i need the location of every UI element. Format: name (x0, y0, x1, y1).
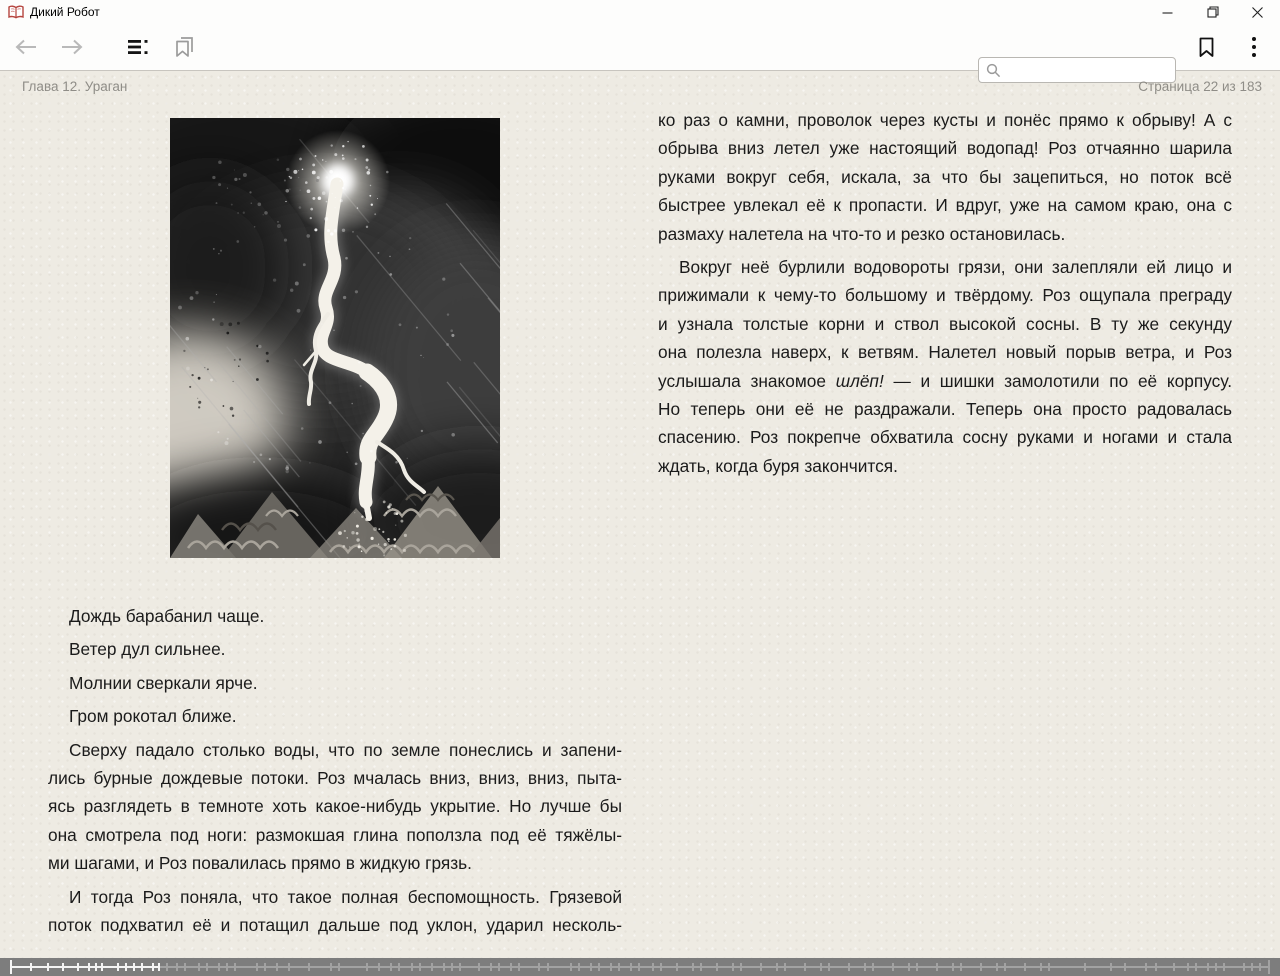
progress-tick (776, 963, 778, 971)
progress-tick (459, 963, 461, 971)
toolbar (0, 24, 1280, 70)
progress-tick (578, 963, 580, 971)
progress-tick (936, 963, 938, 971)
progress-tick (784, 963, 786, 971)
text-line: лись бурные дождевые потоки. Роз мчалась вниз, вниз, вниз, пыта- (48, 768, 622, 789)
text-line: спасению. Роз покрепче обхватила сосну руками и ногами и стала (658, 427, 1232, 448)
progress-tick (1024, 963, 1026, 971)
reading-header (0, 79, 1280, 97)
progress-tick (1251, 963, 1253, 971)
progress-tick (1195, 963, 1197, 971)
text-line: Но теперь они её не раздражали. Теперь она просто радовалась (658, 399, 1232, 420)
restore-button[interactable] (1190, 0, 1235, 24)
progress-tick (872, 963, 874, 971)
overflow-menu-button[interactable] (1240, 24, 1268, 70)
progress-tick (652, 963, 654, 971)
text-line: ко раз о камни, проволок через кусты и понёс прямо к обрыву! А с (658, 110, 1232, 130)
progress-tick (692, 963, 694, 971)
progress-tick (1268, 960, 1270, 974)
close-icon (1252, 7, 1263, 18)
text-line: Гром рокотал ближе. (69, 706, 237, 727)
progress-tick (1124, 963, 1126, 971)
progress-tick (547, 963, 549, 971)
text-line: Сверху падало столько воды, что по земле понеслись и запени- (69, 739, 622, 760)
progress-tick (478, 963, 480, 971)
progress-tick (184, 963, 186, 971)
back-arrow-icon (14, 38, 38, 56)
progress-tick (166, 963, 168, 971)
text-line: поток подхватил её и потащил дальше под уклон, ударил несколь- (48, 915, 622, 936)
progress-tick (330, 963, 332, 971)
progress-tick (660, 963, 662, 971)
progress-tick (1259, 963, 1261, 971)
progress-tick (10, 960, 12, 974)
progress-tick (378, 963, 380, 971)
progress-tick (804, 963, 806, 971)
table-of-contents-icon (128, 39, 149, 55)
progress-tick (431, 963, 433, 971)
window-title: Дикий Робот (30, 5, 100, 19)
progress-tick (226, 963, 228, 971)
progress-tick (908, 963, 910, 971)
progress-tick (77, 963, 79, 971)
progress-tick (1243, 963, 1245, 971)
text-line: Вокруг неё бурлили водовороты грязи, они залепляли ей лицо и (679, 257, 1232, 278)
progress-tick (125, 963, 127, 971)
text-line: и узнала толстые корни и ствол высокой сосны. В ту же секунду (658, 313, 1232, 334)
progress-tick (256, 963, 258, 971)
progress-tick (618, 963, 620, 971)
progress-tick (398, 963, 400, 971)
paragraph (658, 106, 1232, 248)
left-column (48, 602, 622, 944)
progress-tick (716, 963, 718, 971)
progress-tick (176, 963, 178, 971)
paragraph (48, 702, 622, 730)
progress-tick (308, 963, 310, 971)
text-line: Молнии сверкали ярче. (69, 672, 258, 693)
progress-tick (732, 963, 734, 971)
progress-tick (419, 963, 421, 971)
progress-tick (1048, 963, 1050, 971)
progress-tick (1207, 963, 1209, 971)
progress-tick (117, 963, 119, 971)
progress-tick (610, 963, 612, 971)
minimize-button[interactable] (1145, 0, 1190, 24)
progress-tick (538, 963, 540, 971)
progress-tick (30, 963, 32, 971)
titlebar[interactable] (0, 0, 1280, 24)
text-line: Ветер дул сильнее. (69, 639, 226, 660)
progress-tick (1110, 963, 1112, 971)
text-line: И тогда Роз поняла, что такое полная беспомощность. Грязевой (69, 886, 622, 907)
progress-tick (1040, 963, 1042, 971)
progress-tick (892, 963, 894, 971)
progress-tick (820, 963, 822, 971)
progress-tick (848, 963, 850, 971)
progress-tick (47, 963, 49, 971)
progress-tick (864, 963, 866, 971)
progress-tick (1187, 963, 1189, 971)
back-button[interactable] (10, 24, 42, 70)
paragraph (48, 669, 622, 697)
paragraph (48, 635, 622, 663)
progress-tick (411, 963, 413, 971)
progress-tick (152, 963, 154, 971)
paragraph (48, 883, 622, 940)
text-line: услышала знакомое шлёп! — и шишки замолотили по её корпусу. (658, 370, 1233, 391)
right-column (658, 106, 1232, 485)
progress-tick (740, 963, 742, 971)
bookmarks-list-button[interactable] (170, 24, 198, 70)
progress-tick (206, 963, 208, 971)
progress-tick (264, 963, 266, 971)
progress-tick (570, 963, 572, 971)
progress-tick (1173, 963, 1175, 971)
progress-tick (996, 963, 998, 971)
bookmarks-list-icon (174, 36, 195, 58)
progress-tick (676, 963, 678, 971)
progress-tick (916, 963, 918, 971)
progress-tick (498, 963, 500, 971)
window-chrome (0, 0, 1280, 71)
progress-tick (366, 963, 368, 971)
progress-tick (630, 963, 632, 971)
add-bookmark-button[interactable] (1192, 24, 1220, 70)
progress-tick (1215, 963, 1217, 971)
text-line: она полезла наверх, к ветвям. Налетел новый порыв ветра, и Роз (658, 342, 1232, 363)
progress-tick (518, 963, 520, 971)
progress-tick (638, 963, 640, 971)
text-line: Дождь барабанил чаще. (69, 606, 265, 626)
page-indicator: Страница 22 из 183 (1138, 79, 1262, 94)
chapter-label: Глава 12. Ураган (22, 79, 128, 94)
search-icon (986, 63, 1001, 78)
storm-illustration (170, 118, 500, 558)
progress-tick (700, 963, 702, 971)
app-book-icon (8, 4, 24, 20)
restore-icon (1207, 6, 1219, 18)
table-of-contents-button[interactable] (124, 24, 152, 70)
progress-tick (390, 963, 392, 971)
progress-tick (218, 963, 220, 971)
progress-tick (1145, 963, 1147, 971)
progress-scrubber[interactable] (0, 958, 1280, 976)
progress-tick (590, 963, 592, 971)
progress-tick (88, 963, 90, 971)
progress-tick (234, 963, 236, 971)
progress-tick (1084, 963, 1086, 971)
progress-tick (133, 963, 135, 971)
text-line: руками вокруг себя, искала, за что бы зацепиться, но поток всё (658, 166, 1232, 187)
progress-tick (960, 963, 962, 971)
close-button[interactable] (1235, 0, 1280, 24)
progress-tick (1223, 963, 1225, 971)
progress-tick (828, 963, 830, 971)
progress-tick (1004, 963, 1006, 971)
paragraph (48, 602, 622, 630)
forward-button[interactable] (56, 24, 88, 70)
progress-tick (62, 963, 64, 971)
bookmark-icon (1198, 37, 1215, 58)
text-line: прижимали к чему-то большому и твёрдому. Роз ощупала преграду (658, 285, 1232, 306)
text-line: ясь разглядеть в темноте хоть какое-нибудь укрытие. Но лучше бы (48, 796, 622, 817)
progress-tick (443, 963, 445, 971)
text-line: ждать, когда буря закончится. (658, 455, 898, 476)
progress-tick (598, 963, 600, 971)
scrubber-track-read (10, 966, 160, 968)
paragraph (48, 736, 622, 878)
forward-arrow-icon (60, 38, 84, 56)
progress-tick (510, 963, 512, 971)
progress-tick (198, 963, 200, 971)
text-line: размаху налетела на что-то и резко остановилась. (658, 223, 1066, 244)
text-line: обрыва вниз летел уже настоящий водопад! Роз отчаянно шарила (658, 138, 1232, 159)
progress-tick (101, 963, 103, 971)
text-line: быстрее увлекал её к пропасти. И вдруг, уже на самом краю, она с (658, 195, 1232, 216)
minimize-icon (1162, 7, 1173, 18)
progress-tick (276, 963, 278, 971)
paragraph (658, 253, 1232, 480)
progress-tick (490, 963, 492, 971)
progress-tick (158, 963, 160, 971)
text-line: ми шагами, и Роз повалилась прямо в жидкую грязь. (48, 853, 472, 874)
text-line: она смотрела под ноги: размокшая глина поползла под её тяжёлы- (48, 824, 622, 845)
progress-tick (95, 963, 97, 971)
overflow-menu-dots-icon (1251, 36, 1257, 58)
progress-tick (980, 963, 982, 971)
progress-tick (288, 963, 290, 971)
progress-tick (338, 963, 340, 971)
window-controls (1145, 0, 1280, 24)
progress-tick (760, 963, 762, 971)
progress-tick (952, 963, 954, 971)
progress-tick (451, 963, 453, 971)
progress-tick (141, 963, 143, 971)
progress-tick (1155, 963, 1157, 971)
